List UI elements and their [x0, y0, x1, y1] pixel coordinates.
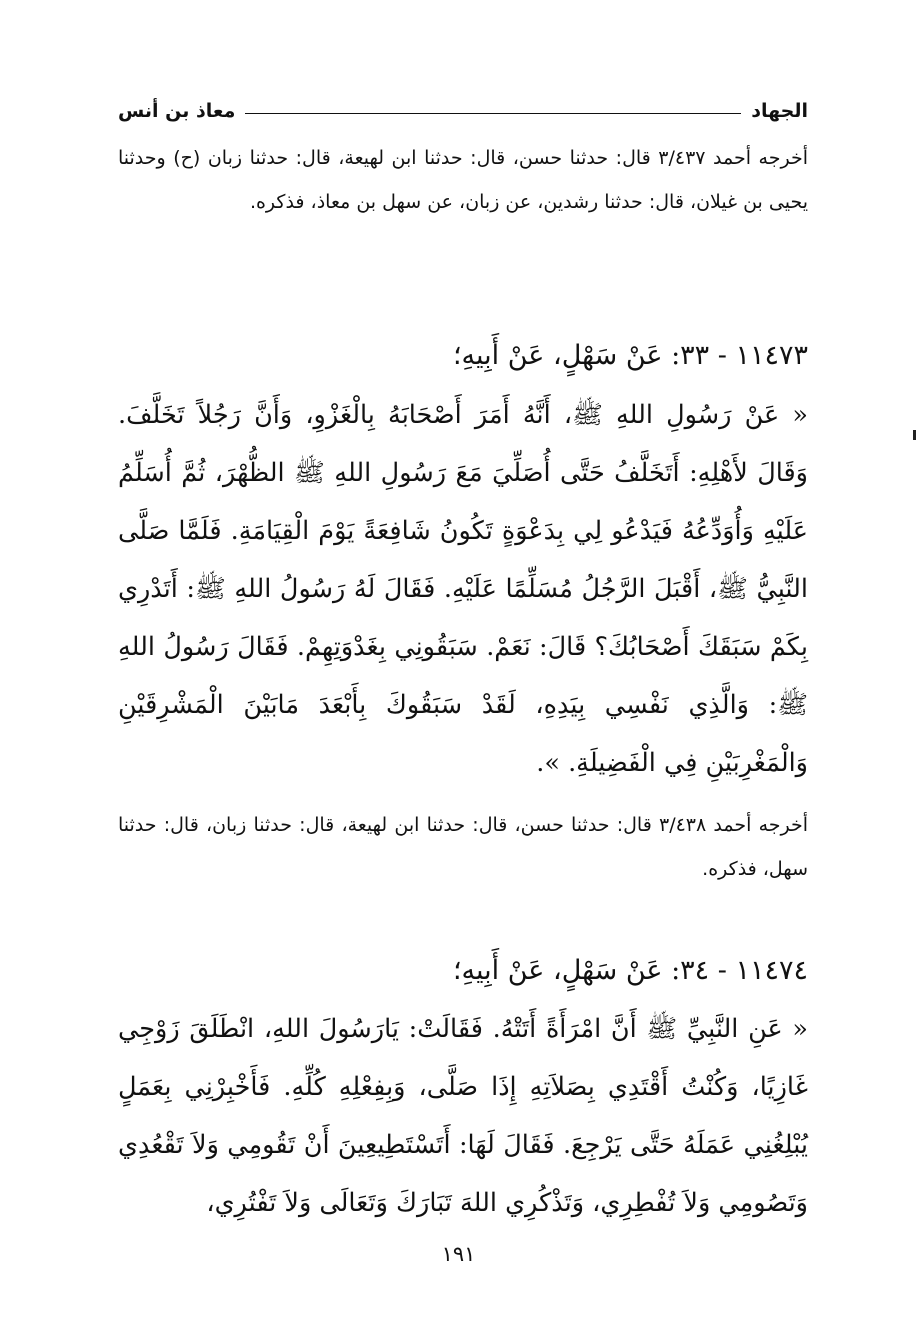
section-title: الجهاد	[751, 100, 808, 122]
hadith-text: « عَنِ النَّبِيِّ ﷺ أَنَّ امْرَأَةً أَتَتْهُ. فَقَالَتْ: يَارَسُولَ اللهِ، انْطَلَقَ زَوْجِي غَازِيًا، وَكُنْتُ أَقْتَدِي بِصَلاَتِهِ إِذَا صَلَّى، وَبِفِعْلِهِ كُلِّهِ. فَأَخْبِرْنِي بِعَمَلٍ يُبْلِغُنِي عَمَلَهُ حَتَّى يَرْجِعَ. فَقَالَ لَهَا: أَتَسْتَطِيعِينَ أَنْ تَقُومِي وَلاَ تَقْعُدِي وَتَصُومِي وَلاَ تُفْطِرِي، وَتَذْكُرِي اللهَ تَبَارَكَ وَتَعَالَى وَلاَ تَفْتُرِي،	[118, 1014, 808, 1218]
scan-artifact	[913, 430, 916, 440]
source-note: أخرجه أحمد ٣/٤٣٨ قال: حدثنا حسن، قال: حدثنا ابن لهيعة، قال: حدثنا زبان، قال: حدثنا سهل، فذكره.	[118, 814, 809, 880]
hadith-heading: ١١٤٧٤ - ٣٤: عَنْ سَهْلٍ، عَنْ أَبِيهِ؛	[452, 955, 808, 986]
source-note: أخرجه أحمد ٣/٤٣٧ قال: حدثنا حسن، قال: حدثنا ابن لهيعة، قال: حدثنا زبان (ح) وحدثنا يحيى بن غيلان، قال: حدثنا رشدين، عن زبان، عن سهل بن معاذ، فذكره.	[118, 147, 808, 213]
running-header	[118, 88, 808, 122]
hadith-heading: ١١٤٧٣ - ٣٣: عَنْ سَهْلٍ، عَنْ أَبِيهِ؛	[452, 340, 808, 371]
header-rule	[245, 113, 741, 114]
narrator-name: معاذ بن أنس	[118, 100, 236, 122]
hadith-text: « عَنْ رَسُولِ اللهِ ﷺ، أَنَّهُ أَمَرَ أَصْحَابَهُ بِالْغَزْوِ، وَأَنَّ رَجُلاً تَخَلَّفَ. وَقَالَ لأَهْلِهِ: أَتَخَلَّفُ حَتَّى أُصَلِّيَ مَعَ رَسُولِ اللهِ ﷺ الظُّهْرَ، ثُمَّ أُسَلِّمُ عَلَيْهِ وَأُوَدِّعُهُ فَيَدْعُو لِي بِدَعْوَةٍ تَكُونُ شَافِعَةً يَوْمَ الْقِيَامَةِ. فَلَمَّا صَلَّى النَّبِيُّ ﷺ، أَقْبَلَ الرَّجُلُ مُسَلِّمًا عَلَيْهِ. فَقَالَ لَهُ رَسُولُ اللهِ ﷺ: أَتَدْرِي بِكَمْ سَبَقَكَ أَصْحَابُكَ؟ قَالَ: نَعَمْ. سَبَقُونِي بِغَدْوَتِهِمْ. فَقَالَ رَسُولُ اللهِ ﷺ: وَالَّذِي نَفْسِي بِيَدِهِ، لَقَدْ سَبَقُوكَ بِأَبْعَدَ مَابَيْنَ الْمَشْرِقَيْنِ وَالْمَغْرِبَيْنِ فِي الْفَضِيلَةِ. ».	[118, 400, 808, 778]
page-number: ١٩١	[441, 1242, 476, 1266]
